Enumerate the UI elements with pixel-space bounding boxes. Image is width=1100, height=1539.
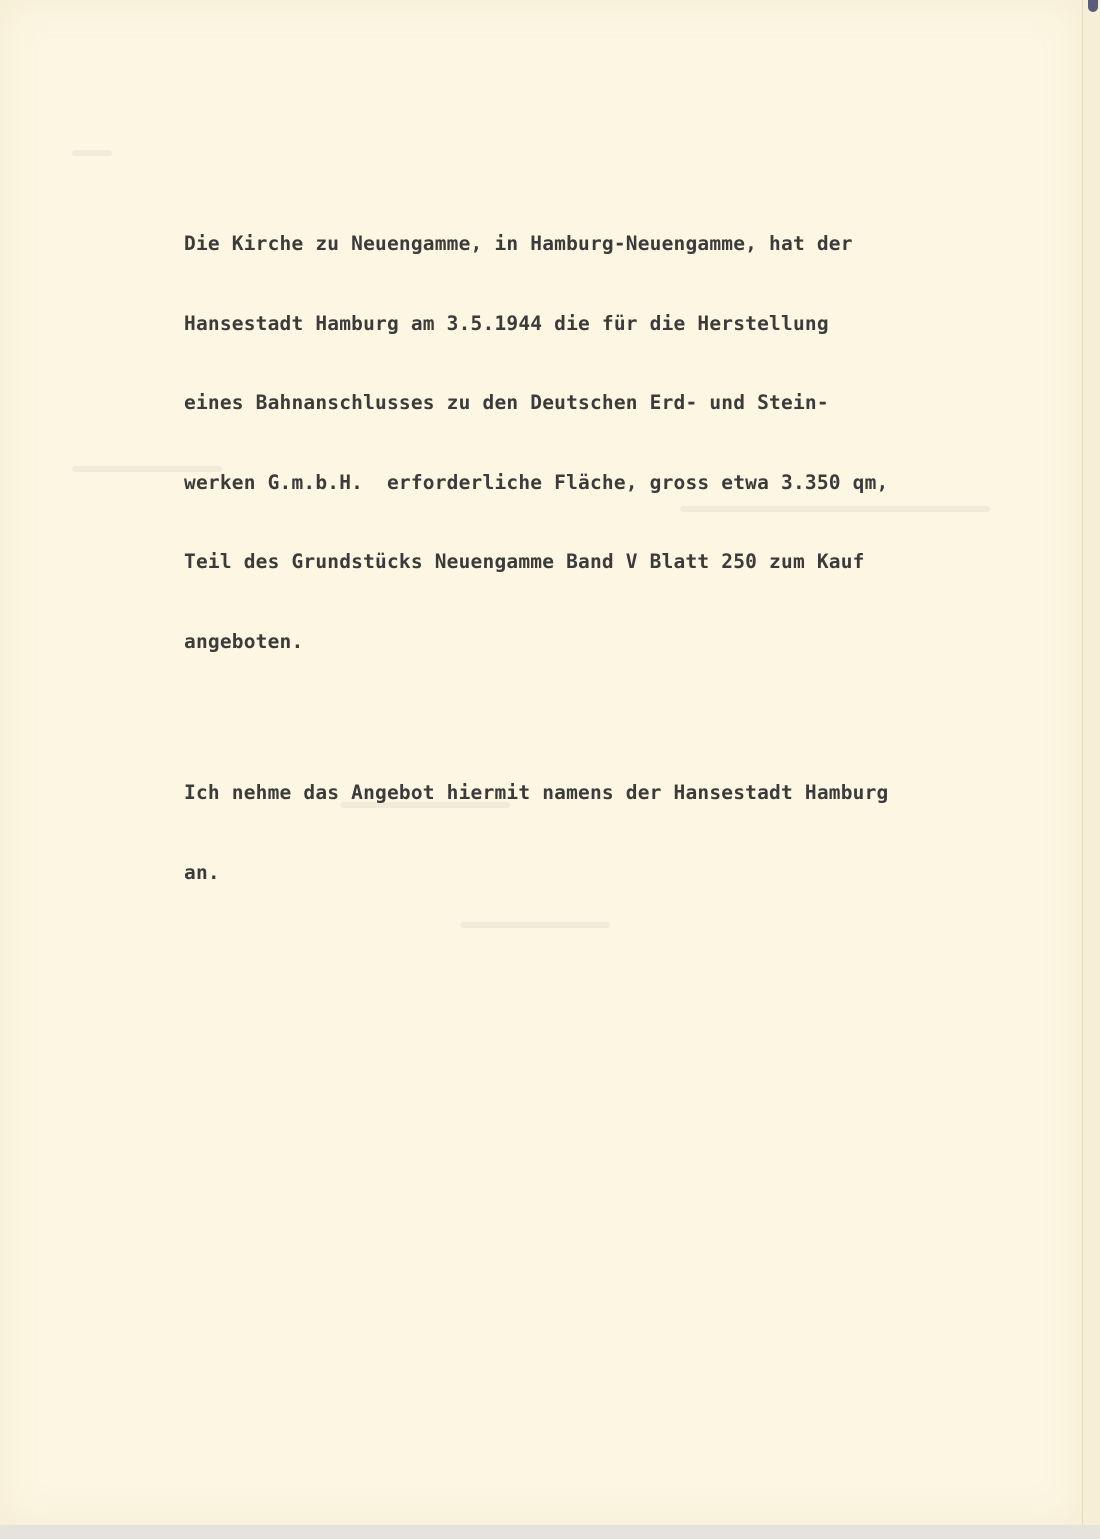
text-line: an. <box>184 860 220 884</box>
paragraph-offer <box>184 181 984 704</box>
text-line: Die Kirche zu Neuengamme, in Hamburg-Neuengamme, hat der <box>184 232 853 255</box>
typewritten-text <box>184 181 984 935</box>
text-line: angeboten. <box>184 629 304 653</box>
scan-background <box>0 1525 1100 1539</box>
underlying-page-edge <box>1082 0 1100 1525</box>
text-line: Teil des Grundstücks Neuengamme Band V Blatt 250 zum Kauf <box>184 550 865 573</box>
text-line: werken G.m.b.H. erforderliche Fläche, gross etwa 3.350 qm, <box>184 470 889 494</box>
text-line: eines Bahnanschlusses zu den Deutschen Erd- und Stein- <box>184 391 829 414</box>
clip-mark <box>1088 0 1098 12</box>
text-line: Hansestadt Hamburg am 3.5.1944 die für die Herstellung <box>184 311 829 335</box>
paragraph-acceptance <box>184 730 984 935</box>
bleed-through-mark <box>72 150 112 156</box>
text-line: Ich nehme das Angebot hiermit namens der Hansestadt Hamburg <box>184 781 889 804</box>
